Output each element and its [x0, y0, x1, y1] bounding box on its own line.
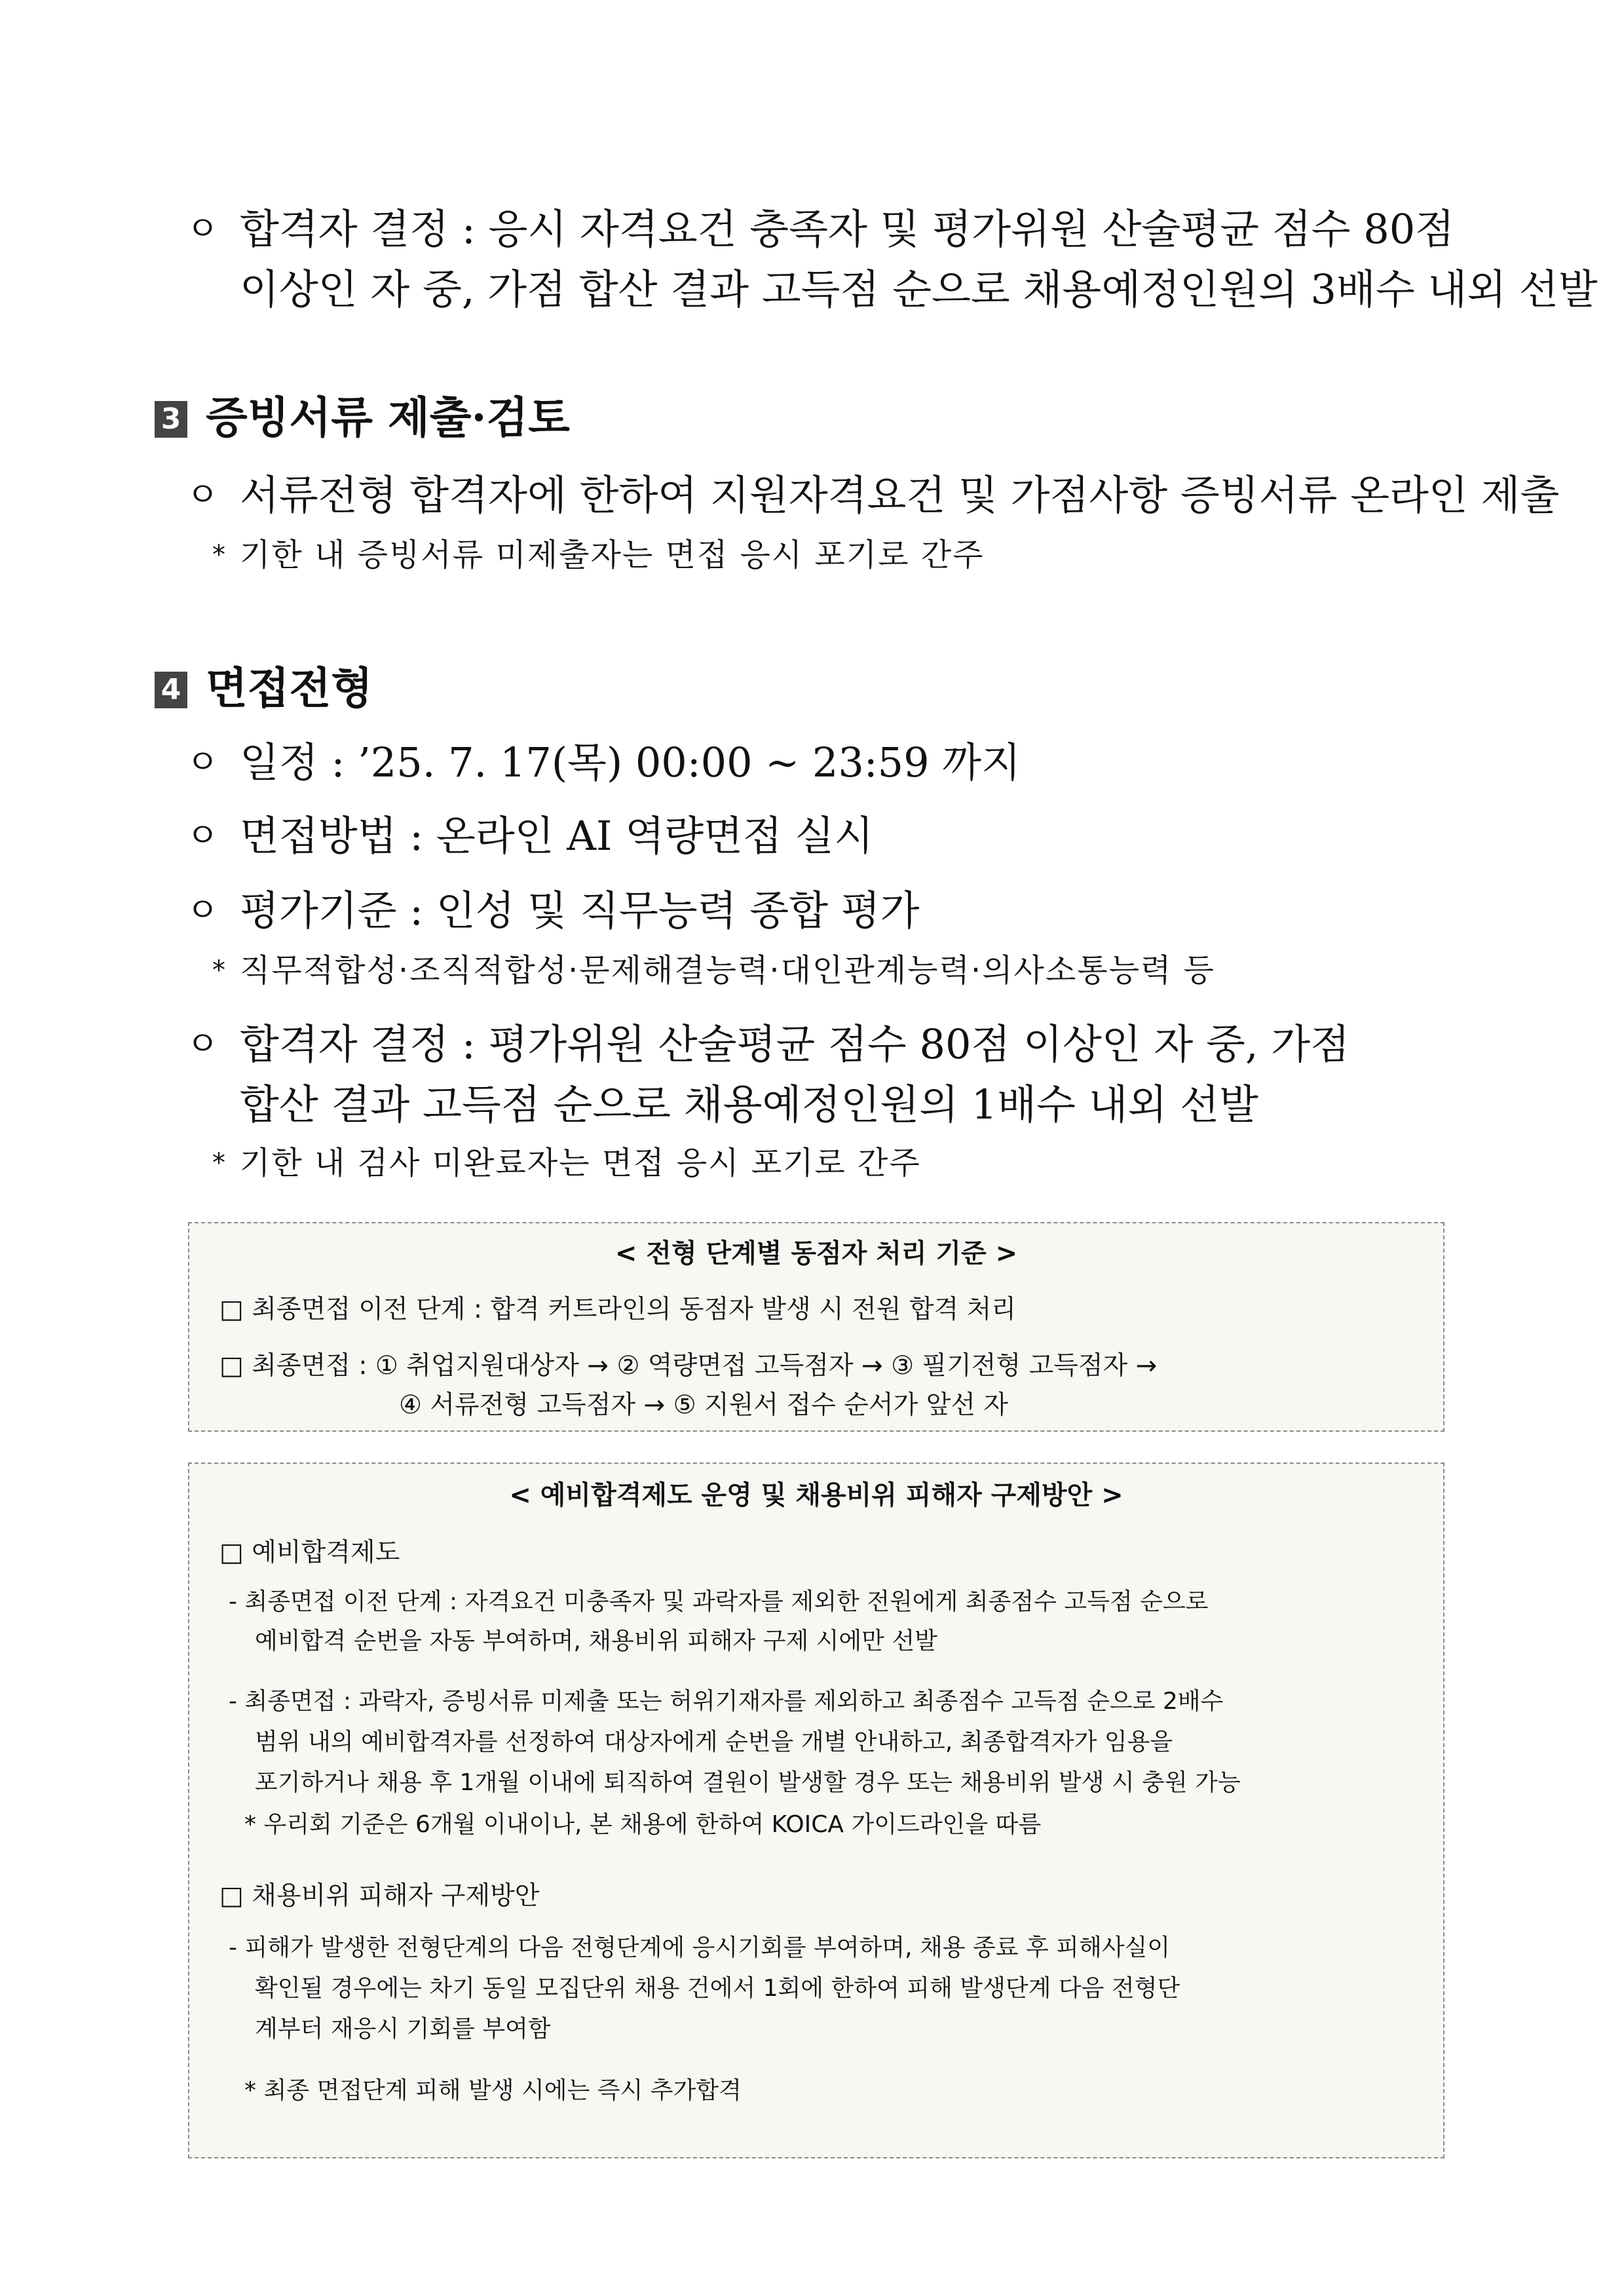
dash-mark: -	[229, 1688, 237, 1715]
reserve-note-1-text: 우리회 기준은 6개월 이내이나, 본 채용에 한하여 KOICA 가이드라인을 따름	[263, 1811, 1042, 1838]
submission-text: 서류전형 합격자에 한하여 지원자격요건 및 가점사항 증빙서류 온라인 제출	[240, 471, 1560, 519]
reserve-detail-2-line-3: 포기하거나 채용 후 1개월 이내에 퇴직하여 결원이 발생할 경우 또는 채용비위 발생 시 충원 가능	[255, 1769, 1241, 1796]
asterisk-mark: *	[212, 540, 227, 570]
reserve-remedy-box	[188, 1463, 1445, 2158]
dash-mark: -	[229, 1934, 237, 1961]
remedy-detail-line-2: 확인될 경우에는 차기 동일 모집단위 채용 건에서 1회에 한하여 피해 발생단계 다음 전형단	[255, 1975, 1180, 2002]
remedy-note	[244, 2072, 742, 2105]
checkbox-icon: □	[219, 1881, 244, 1911]
checkbox-icon: □	[219, 1295, 244, 1324]
remedy-detail	[229, 1929, 1170, 1962]
asterisk-mark: *	[244, 1811, 256, 1838]
bullet-mark: ㅇ	[186, 476, 219, 515]
tie-break-line-1	[219, 1289, 1016, 1326]
remedy-note-text: 최종 면접단계 피해 발생 시에는 즉시 추가합격	[263, 2077, 742, 2104]
section-3-title: 증빙서류 제출·검토	[206, 392, 571, 443]
reserve-detail-2-line-2: 범위 내의 예비합격자를 선정하여 대상자에게 순번을 개별 안내하고, 최종합격자가 임용을	[255, 1729, 1173, 1755]
section-number-badge: 3	[155, 401, 187, 438]
final-decision-line-2: 합산 결과 고득점 순으로 채용예정인원의 1배수 내외 선발	[240, 1081, 1258, 1128]
pass-decision-line-2: 이상인 자 중, 가점 합산 결과 고득점 순으로 채용예정인원의 3배수 내외 선발	[240, 265, 1598, 313]
bullet-mark: ㅇ	[186, 891, 219, 930]
final-decision-note	[212, 1140, 921, 1186]
reserve-heading-text: 예비합격제도	[252, 1538, 400, 1567]
criteria-note	[212, 947, 1215, 993]
final-decision-line-1: 합격자 결정 : 평가위원 산술평균 점수 80점 이상인 자 중, 가점	[240, 1020, 1350, 1068]
section-number-badge: 4	[155, 672, 187, 708]
asterisk-mark: *	[212, 955, 227, 985]
tie-break-title: < 전형 단계별 동점자 처리 기준 >	[614, 1238, 1018, 1269]
section-4-title: 면접전형	[206, 662, 373, 714]
section-3-heading	[155, 388, 570, 447]
dash-mark: -	[229, 1588, 237, 1615]
reserve-box-title: < 예비합격제도 운영 및 채용비위 피해자 구제방안 >	[509, 1480, 1124, 1510]
remedy-heading-text: 채용비위 피해자 구제방안	[252, 1881, 540, 1911]
reserve-note-1	[244, 1806, 1041, 1839]
final-decision-item	[186, 1014, 1350, 1075]
tie-break-line-1-text: 최종면접 이전 단계 : 합격 커트라인의 동점자 발생 시 전원 합격 처리	[252, 1295, 1016, 1324]
reserve-detail-1-line-1: 최종면접 이전 단계 : 자격요건 미충족자 및 과락자를 제외한 전원에게 최종점수 고득점 순으로	[244, 1588, 1209, 1615]
submission-note	[212, 532, 985, 578]
criteria-note-text: 직무적합성·조직적합성·문제해결능력·대인관계능력·의사소통능력 등	[240, 952, 1215, 989]
pass-decision-item	[186, 199, 1455, 259]
final-decision-note-text: 기한 내 검사 미완료자는 면접 응시 포기로 간주	[240, 1145, 921, 1181]
checkbox-icon: □	[219, 1351, 244, 1381]
remedy-detail-line-3: 계부터 재응시 기회를 부여함	[255, 2016, 551, 2042]
remedy-heading	[219, 1875, 539, 1912]
tie-break-line-2-text: 최종면접 : ① 취업지원대상자 → ② 역량면접 고득점자 → ③ 필기전형 고득점자 →	[252, 1351, 1158, 1381]
reserve-detail-2-line-1: 최종면접 : 과락자, 증빙서류 미제출 또는 허위기재자를 제외하고 최종점수 고득점 순으로 2배수	[244, 1688, 1224, 1715]
criteria-text: 평가기준 : 인성 및 직무능력 종합 평가	[240, 887, 920, 934]
reserve-detail-1	[229, 1583, 1208, 1617]
schedule-text: 일정 : ’25. 7. 17(목) 00:00 ~ 23:59 까지	[240, 738, 1021, 786]
submission-item	[186, 465, 1560, 526]
remedy-detail-line-1: 피해가 발생한 전형단계의 다음 전형단계에 응시기회를 부여하며, 채용 종료 후 피해사실이	[244, 1934, 1171, 1961]
criteria-item	[186, 881, 920, 941]
reserve-detail-1-line-2: 예비합격 순번을 자동 부여하며, 채용비위 피해자 구제 시에만 선발	[255, 1628, 937, 1655]
pass-decision-line-1: 합격자 결정 : 응시 자격요건 충족자 및 평가위원 산술평균 점수 80점	[240, 205, 1455, 253]
section-4-heading	[155, 659, 373, 718]
method-text: 면접방법 : 온라인 AI 역량면접 실시	[240, 812, 874, 860]
tie-break-line-3: ④ 서류전형 고득점자 → ⑤ 지원서 접수 순서가 앞선 자	[399, 1390, 1008, 1420]
tie-break-box	[188, 1222, 1445, 1432]
tie-break-line-2	[219, 1345, 1157, 1382]
asterisk-mark: *	[244, 2077, 256, 2104]
reserve-heading	[219, 1532, 400, 1569]
schedule-item	[186, 733, 1021, 793]
bullet-mark: ㅇ	[186, 1025, 219, 1064]
bullet-mark: ㅇ	[186, 743, 219, 782]
checkbox-icon: □	[219, 1538, 244, 1567]
submission-note-text: 기한 내 증빙서류 미제출자는 면접 응시 포기로 간주	[240, 537, 985, 573]
reserve-detail-2	[229, 1683, 1223, 1716]
bullet-mark: ㅇ	[186, 210, 219, 249]
method-item	[186, 806, 874, 866]
asterisk-mark: *	[212, 1148, 227, 1178]
bullet-mark: ㅇ	[186, 816, 219, 856]
